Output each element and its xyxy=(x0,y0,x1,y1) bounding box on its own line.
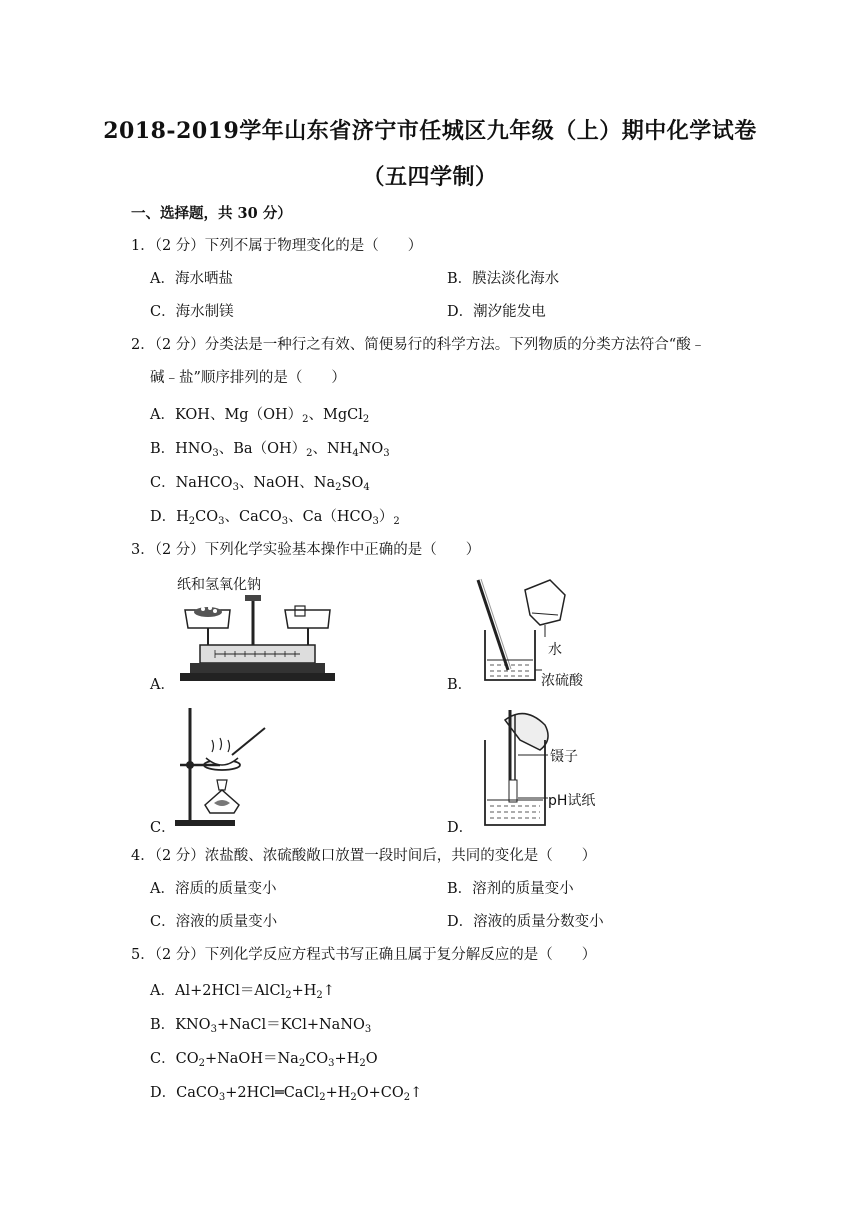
figure-a-balance xyxy=(170,570,340,690)
question-1-stem: 1．（2 分）下列不属于物理变化的是（ ） xyxy=(131,238,423,254)
figure-b-dilution xyxy=(470,575,600,690)
evaporating-dish-illustration xyxy=(170,700,280,830)
q2-option-d: D．$H_2CO_3$、CaCO$_3$、$Ca(HCO_3)_2$ xyxy=(150,509,400,527)
q3-option-b-letter: B． xyxy=(447,677,473,693)
question-5-stem: 5．（2 分）下列化学反应方程式书写正确且属于复分解反应的是（ ） xyxy=(131,947,597,963)
exam-subtitle: （五四学制） xyxy=(362,164,498,190)
q3-option-c-letter: C． xyxy=(150,820,176,836)
q3-option-d-letter: D． xyxy=(447,820,474,836)
question-4-stem: 4．（2 分）浓盐酸、浓硫酸敞口放置一段时间后，共同的变化是（ ） xyxy=(131,848,597,864)
q5-option-a: A．$Al+2HCl=AlCl_2+H_2↑$ xyxy=(150,983,335,1001)
q2-option-c: C．NaHCO$_3$、NaOH、$Na_2SO_4$ xyxy=(150,475,370,493)
figure-b-water-label: 水 xyxy=(548,642,562,658)
q2-option-b: B．$HNO_3$、$Ba(OH)_2$、$NH_4NO_3$ xyxy=(150,441,390,459)
q5-option-b: B．$KNO_3+NaCl=KCl+NaNO_3$ xyxy=(150,1017,372,1035)
section-heading: 一、选择题，共 30 分） xyxy=(131,205,292,222)
q4-option-c: C．溶液的质量变小 xyxy=(150,914,278,930)
q1-option-c: C．海水制镁 xyxy=(150,304,234,320)
q1-option-d: D．潮汐能发电 xyxy=(447,304,546,320)
beaker-tweezers-illustration xyxy=(470,700,600,830)
question-2-stem-line1: 2．（2 分）分类法是一种行之有效、简便易行的科学方法。下列物质的分类方法符合“酸﹣ xyxy=(131,337,706,353)
exam-title: 2018-2019学年山东省济宁市任城区九年级（上）期中化学试卷 xyxy=(103,118,757,144)
q3-option-a-letter: A． xyxy=(150,677,175,693)
figure-a-label: 纸和氢氧化钠 xyxy=(177,577,261,593)
figure-d-ph-paper-label: pH试纸 xyxy=(548,793,596,809)
question-2-stem-line2: 碱﹣盐”顺序排列的是（ ） xyxy=(150,370,346,386)
figure-d-ph-test xyxy=(470,700,600,830)
q1-option-a: A．海水晒盐 xyxy=(150,271,233,287)
figure-c-evaporation xyxy=(170,700,280,830)
figure-b-acid-label: 浓硫酸 xyxy=(541,673,583,689)
q1-option-b: B．膜法淡化海水 xyxy=(447,271,560,287)
q4-option-b: B．溶剂的质量变小 xyxy=(447,881,574,897)
q5-option-c: C．$CO_2+NaOH=Na_2CO_3+H_2O$ xyxy=(150,1051,378,1069)
figure-d-tweezers-label: 镊子 xyxy=(550,749,578,765)
q4-option-d: D．溶液的质量分数变小 xyxy=(447,914,604,930)
q5-option-d: D．$CaCO_3+2HCl═CaCl_2+H_2O+CO_2↑$ xyxy=(150,1085,423,1103)
question-3-stem: 3．（2 分）下列化学实验基本操作中正确的是（ ） xyxy=(131,542,481,558)
q2-option-a: A．KOH、$Mg(OH)_2$、MgCl$_2$ xyxy=(150,407,370,425)
q4-option-a: A．溶质的质量变小 xyxy=(150,881,277,897)
